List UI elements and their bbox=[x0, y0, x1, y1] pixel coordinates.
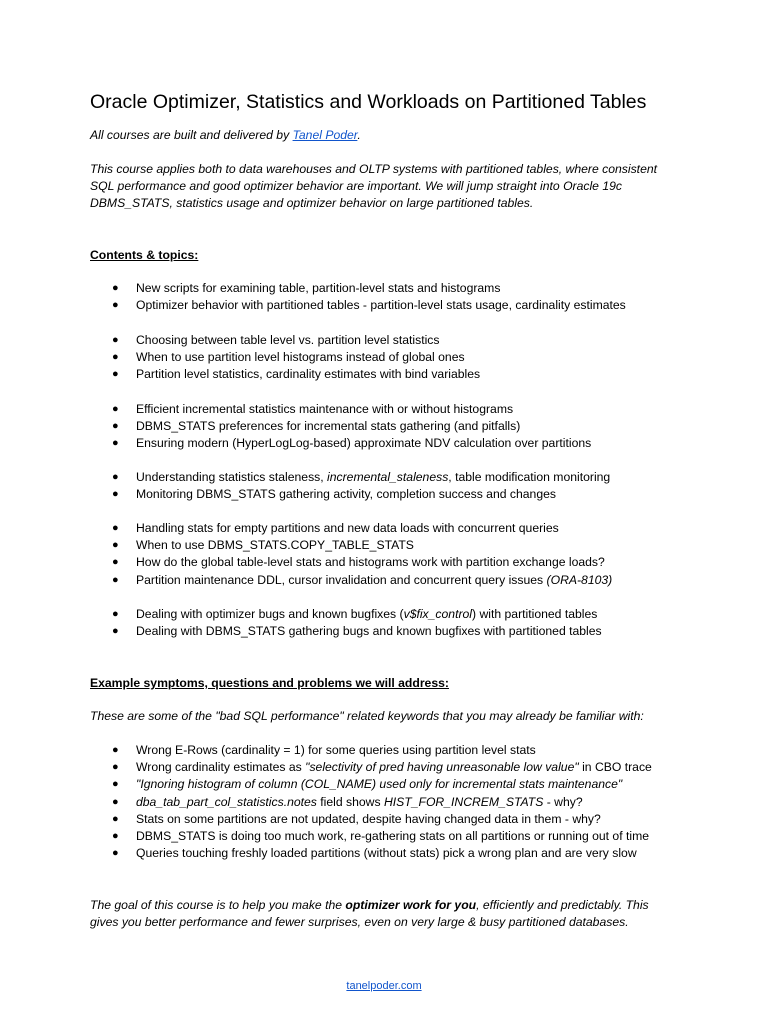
contents-heading: Contents & topics: bbox=[90, 248, 199, 262]
list-item: ● Partition level statistics, cardinality estimates with bind variables bbox=[90, 366, 480, 383]
bullet-icon: ● bbox=[112, 625, 119, 638]
list-item: ● Wrong cardinality estimates as "selectivity of pred having unreasonable low value" in CBO trace bbox=[90, 759, 652, 776]
goal-line-1: The goal of this course is to help you make the optimizer work for you, efficiently and predictably. This bbox=[90, 898, 649, 912]
bullet-icon: ● bbox=[112, 403, 119, 415]
goal-line-2: gives you better performance and fewer surprises, even on very large & busy partitioned databases. bbox=[90, 915, 629, 929]
bullet-icon: ● bbox=[112, 522, 119, 534]
topics-group-1 bbox=[90, 280, 626, 314]
bullet-icon: ● bbox=[112, 351, 119, 364]
bullet-icon: ● bbox=[112, 573, 119, 586]
list-item: ● How do the global table-level stats and histograms work with partition exchange loads? bbox=[90, 554, 612, 571]
list-item: ● Efficient incremental statistics maintenance with or without histograms bbox=[90, 401, 591, 418]
list-item: ● Handling stats for empty partitions and new data loads with concurrent queries bbox=[90, 520, 612, 537]
list-item: ● When to use DBMS_STATS.COPY_TABLE_STATS bbox=[90, 537, 612, 554]
bullet-icon: ● bbox=[112, 830, 119, 843]
list-item: ● Monitoring DBMS_STATS gathering activity, completion success and changes bbox=[90, 486, 610, 503]
list-item: ● Dealing with optimizer bugs and known bugfixes (v$fix_control) with partitioned tables bbox=[90, 606, 602, 623]
bullet-icon: ● bbox=[112, 368, 119, 381]
list-item: ● Queries touching freshly loaded partitions (without stats) pick a wrong plan and are very slow bbox=[90, 845, 652, 862]
bullet-icon: ● bbox=[112, 744, 119, 756]
bullet-icon: ● bbox=[112, 471, 119, 483]
intro-line-3: DBMS_STATS, statistics usage and optimizer behavior on large partitioned tables. bbox=[90, 196, 534, 210]
bullet-icon: ● bbox=[112, 761, 119, 774]
intro-line-1: This course applies both to data warehouses and OLTP systems with partitioned tables, where consistent bbox=[90, 162, 658, 176]
list-item: ● Understanding statistics staleness, incremental_staleness, table modification monitoring bbox=[90, 469, 610, 486]
topics-group-5 bbox=[90, 520, 612, 589]
bullet-icon: ● bbox=[112, 778, 119, 791]
bullet-icon: ● bbox=[112, 488, 119, 501]
list-item: ● Partition maintenance DDL, cursor invalidation and concurrent query issues (ORA-8103) bbox=[90, 572, 612, 589]
bullet-icon: ● bbox=[112, 420, 119, 433]
footer bbox=[0, 980, 768, 992]
list-item: ● When to use partition level histograms instead of global ones bbox=[90, 349, 480, 366]
footer-link[interactable]: tanelpoder.com bbox=[346, 980, 422, 992]
list-item: ● Ensuring modern (HyperLogLog-based) approximate NDV calculation over partitions bbox=[90, 435, 591, 452]
intro-line-2: SQL performance and good optimizer behavior are important. We will jump straight into Oracle 19c bbox=[90, 179, 622, 193]
bullet-icon: ● bbox=[112, 282, 119, 294]
topics-group-6 bbox=[90, 606, 602, 640]
bullet-icon: ● bbox=[112, 299, 119, 312]
list-item: ● Optimizer behavior with partitioned tables - partition-level stats usage, cardinality estimates bbox=[90, 297, 626, 314]
list-item: ● DBMS_STATS is doing too much work, re-gathering stats on all partitions or running out of time bbox=[90, 828, 652, 845]
list-item: ● DBMS_STATS preferences for incremental stats gathering (and pitfalls) bbox=[90, 418, 591, 435]
bullet-icon: ● bbox=[112, 437, 119, 450]
list-item: ● New scripts for examining table, partition-level stats and histograms bbox=[90, 280, 626, 297]
list-item: ● dba_tab_part_col_statistics.notes field shows HIST_FOR_INCREM_STATS - why? bbox=[90, 794, 652, 811]
topics-group-3 bbox=[90, 401, 591, 453]
bullet-icon: ● bbox=[112, 795, 119, 808]
list-item: ● Dealing with DBMS_STATS gathering bugs and known bugfixes with partitioned tables bbox=[90, 623, 602, 640]
bullet-icon: ● bbox=[112, 812, 119, 825]
list-item: ● "Ignoring histogram of column (COL_NAME) used only for incremental stats maintenance" bbox=[90, 776, 652, 793]
list-item: ● Wrong E-Rows (cardinality = 1) for some queries using partition level stats bbox=[90, 742, 652, 759]
bullet-icon: ● bbox=[112, 556, 119, 569]
bullet-icon: ● bbox=[112, 334, 119, 346]
symptoms-intro: These are some of the "bad SQL performance" related keywords that you may already be familiar with: bbox=[90, 709, 644, 723]
list-item: ● Stats on some partitions are not updated, despite having changed data in them - why? bbox=[90, 811, 652, 828]
topics-group-2 bbox=[90, 332, 480, 384]
topics-group-4 bbox=[90, 469, 610, 503]
bullet-icon: ● bbox=[112, 539, 119, 552]
symptoms-heading: Example symptoms, questions and problems we will address: bbox=[90, 676, 449, 690]
byline: All courses are built and delivered by Tanel Poder. bbox=[90, 128, 361, 142]
list-item: ● Choosing between table level vs. partition level statistics bbox=[90, 332, 480, 349]
bullet-icon: ● bbox=[112, 608, 119, 620]
symptoms-list bbox=[90, 742, 652, 862]
page-title: Oracle Optimizer, Statistics and Workloads on Partitioned Tables bbox=[90, 91, 647, 113]
bullet-icon: ● bbox=[112, 847, 119, 860]
author-link[interactable]: Tanel Poder bbox=[292, 128, 358, 142]
